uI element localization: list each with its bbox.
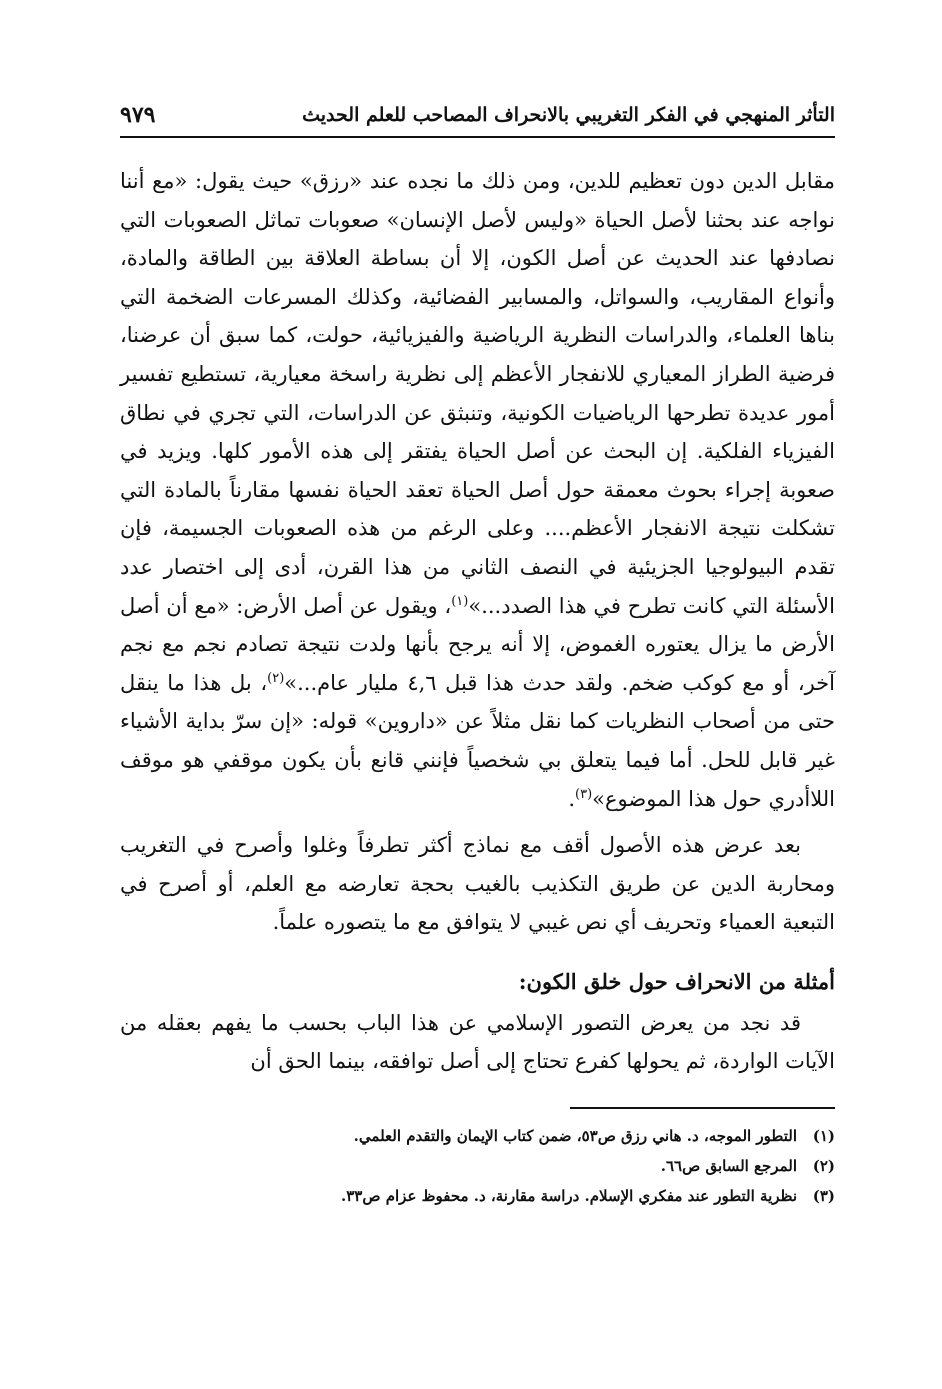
footnote-ref-2[interactable]: (٢) bbox=[267, 670, 285, 686]
footnote-1 bbox=[120, 1121, 835, 1151]
footnote-ref-3[interactable]: (٣) bbox=[575, 786, 593, 802]
paragraph-text: مقابل الدين دون تعظيم للدين، ومن ذلك ما نجده عند «رزق» حيث يقول: «مع أننا نواجه عند بحثنا لأصل الحياة «وليس لأصل الإنسان» صعوبات تماثل الصعوبات التي نصادفها عند الحديث عن أصل الكون، إلا أن بساطة العلاقة بين الطاقة والمادة، وأنواع المقاريب، والسواتل، والمسابير الفضائية، وكذلك المسرعات الضخمة التي بناها العلماء، والدراسات النظرية الرياضية والفيزيائية، حولت، كما سبق أن عرضنا، فرضية الطراز المعياري للانفجار الأعظم إلى نظرية راسخة معيارية، تستطيع تفسير أمور عديدة تطرحها الرياضيات الكونية، وتنبثق عن الدراسات، التي تجري في نطاق الفيزياء الفلكية. إن البحث عن أصل الحياة يفتقر إلى هذه الأمور كلها. ويزيد في صعوبة إجراء بحوث معمقة حول أصل الحياة تعقد الحياة نفسها مقارناً بالمادة التي تشكلت نتيجة الانفجار الأعظم.... وعلى الرغم من هذه الصعوبات الجسيمة، فإن تقدم البيولوجيا الجزيئية في النصف الثاني من هذا القرن، أدى إلى اختصار عدد الأسئلة التي كانت تطرح في هذا الصدد...» bbox=[120, 169, 835, 618]
footnote-text: المرجع السابق ص٦٦. bbox=[660, 1157, 797, 1176]
footnote-3 bbox=[120, 1181, 835, 1211]
footnote-number: (٢) bbox=[812, 1157, 835, 1176]
paragraph-extremism: بعد عرض هذه الأصول أقف مع نماذج أكثر تطرفاً وغلوا وأصرح في التغريب ومحاربة الدين عن طريق التكذيب بالغيب بحجة تعارضه مع العلم، أو أصرح في التبعية العمياء وتحريف أي نص غيبي لا يتوافق مع ما يتصوره علماً. bbox=[120, 833, 835, 935]
footnote-text: التطور الموجه، د. هاني رزق ص٥٣، ضمن كتاب الإيمان والتقدم العلمي. bbox=[353, 1127, 797, 1146]
book-page bbox=[120, 100, 835, 1211]
footnote-number: (٣) bbox=[812, 1187, 835, 1206]
paragraph-text-continued: ، ويقول عن أصل الأرض: «مع أن أصل الأرض ما يزال يعتوره الغموض، إلا أنه يرجح بأنها ولدت نتيجة تصادم نجم مع نجم آخر، أو مع كوكب ضخم. ولقد حدث هذا قبل ٤,٦ مليار عام...» bbox=[120, 593, 835, 695]
paragraph-islamic-view: قد نجد من يعرض التصور الإسلامي عن هذا الباب بحسب ما يفهم بعقله من الآيات الواردة، ثم يحولها كفرع تحتاج إلى أصل توافقه، بينما الحق أن bbox=[120, 1010, 835, 1074]
running-title: التأثر المنهجي في الفكر التغريبي بالانحراف المصاحب للعلم الحديث bbox=[302, 104, 835, 126]
paragraph-text-darwin: ، بل هذا ما ينقل حتى من أصحاب النظريات كما نقل مثلاً عن «داروين» قوله: «إن سرّ بداية الأشياء غير قابل للحل. أما فيما يتعلق بي شخصياً فإنني قانع بأن يكون موقفي هو موقف اللاأدري حول هذا الموضوع» bbox=[120, 670, 835, 811]
footnote-separator bbox=[570, 1107, 835, 1109]
body-text bbox=[120, 162, 835, 1081]
paragraph-end: . bbox=[568, 786, 575, 811]
page-number: ٩٧٩ bbox=[120, 102, 156, 128]
running-header bbox=[120, 100, 835, 138]
section-heading: أمثلة من الانحراف حول خلق الكون: bbox=[518, 968, 835, 994]
footnote-2 bbox=[120, 1151, 835, 1181]
paragraph-quote-rizq bbox=[120, 162, 835, 818]
footnote-text: نظرية التطور عند مفكري الإسلام. دراسة مقارنة، د. محفوظ عزام ص٣٣. bbox=[341, 1187, 797, 1206]
footnote-ref-1[interactable]: (١) bbox=[451, 593, 469, 609]
footnote-number: (١) bbox=[812, 1127, 835, 1146]
footnotes bbox=[120, 1121, 835, 1211]
